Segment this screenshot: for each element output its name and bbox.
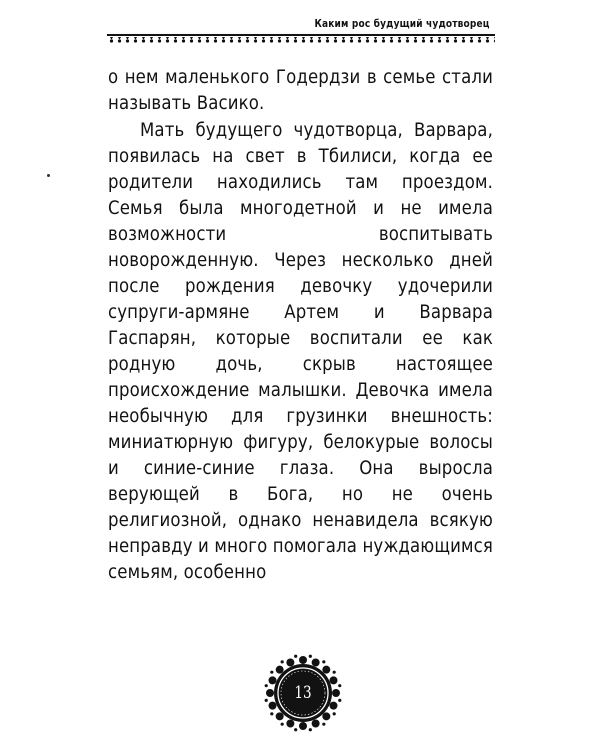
page-number: 13: [294, 683, 312, 703]
paragraph-mother: Мать будущего чудотворца, Варвара, появилась на свет в Тбилиси, когда ее родители находились там проездом. Семья была многодетной и не имела возможности воспитывать новорожденную. Через несколько дней после рождения девочку удочерили супруги-армяне Артем и Варвара Гаспарян, которые воспитали ее как родную дочь, скрыв настоящее происхождение малышки. Девочка имела необычную для грузинки внешность: миниатюрную фигуру, белокурые волосы и синие-синие глаза. Она выросла верующей в Бога, но не очень религиозной, однако ненавидела всякую неправду и много помогала нуждающимся семьям, особенно: [108, 120, 493, 583]
body-text: [108, 65, 493, 586]
running-header-title: Каким рос будущий чудотворец: [314, 17, 490, 30]
stray-ink-dot: [47, 174, 50, 177]
page-number-medallion: [263, 653, 343, 733]
header-ornament-band: [107, 33, 495, 47]
paragraph-continuation: о нем маленького Годердзи в семье стали называть Васико.: [108, 67, 493, 114]
